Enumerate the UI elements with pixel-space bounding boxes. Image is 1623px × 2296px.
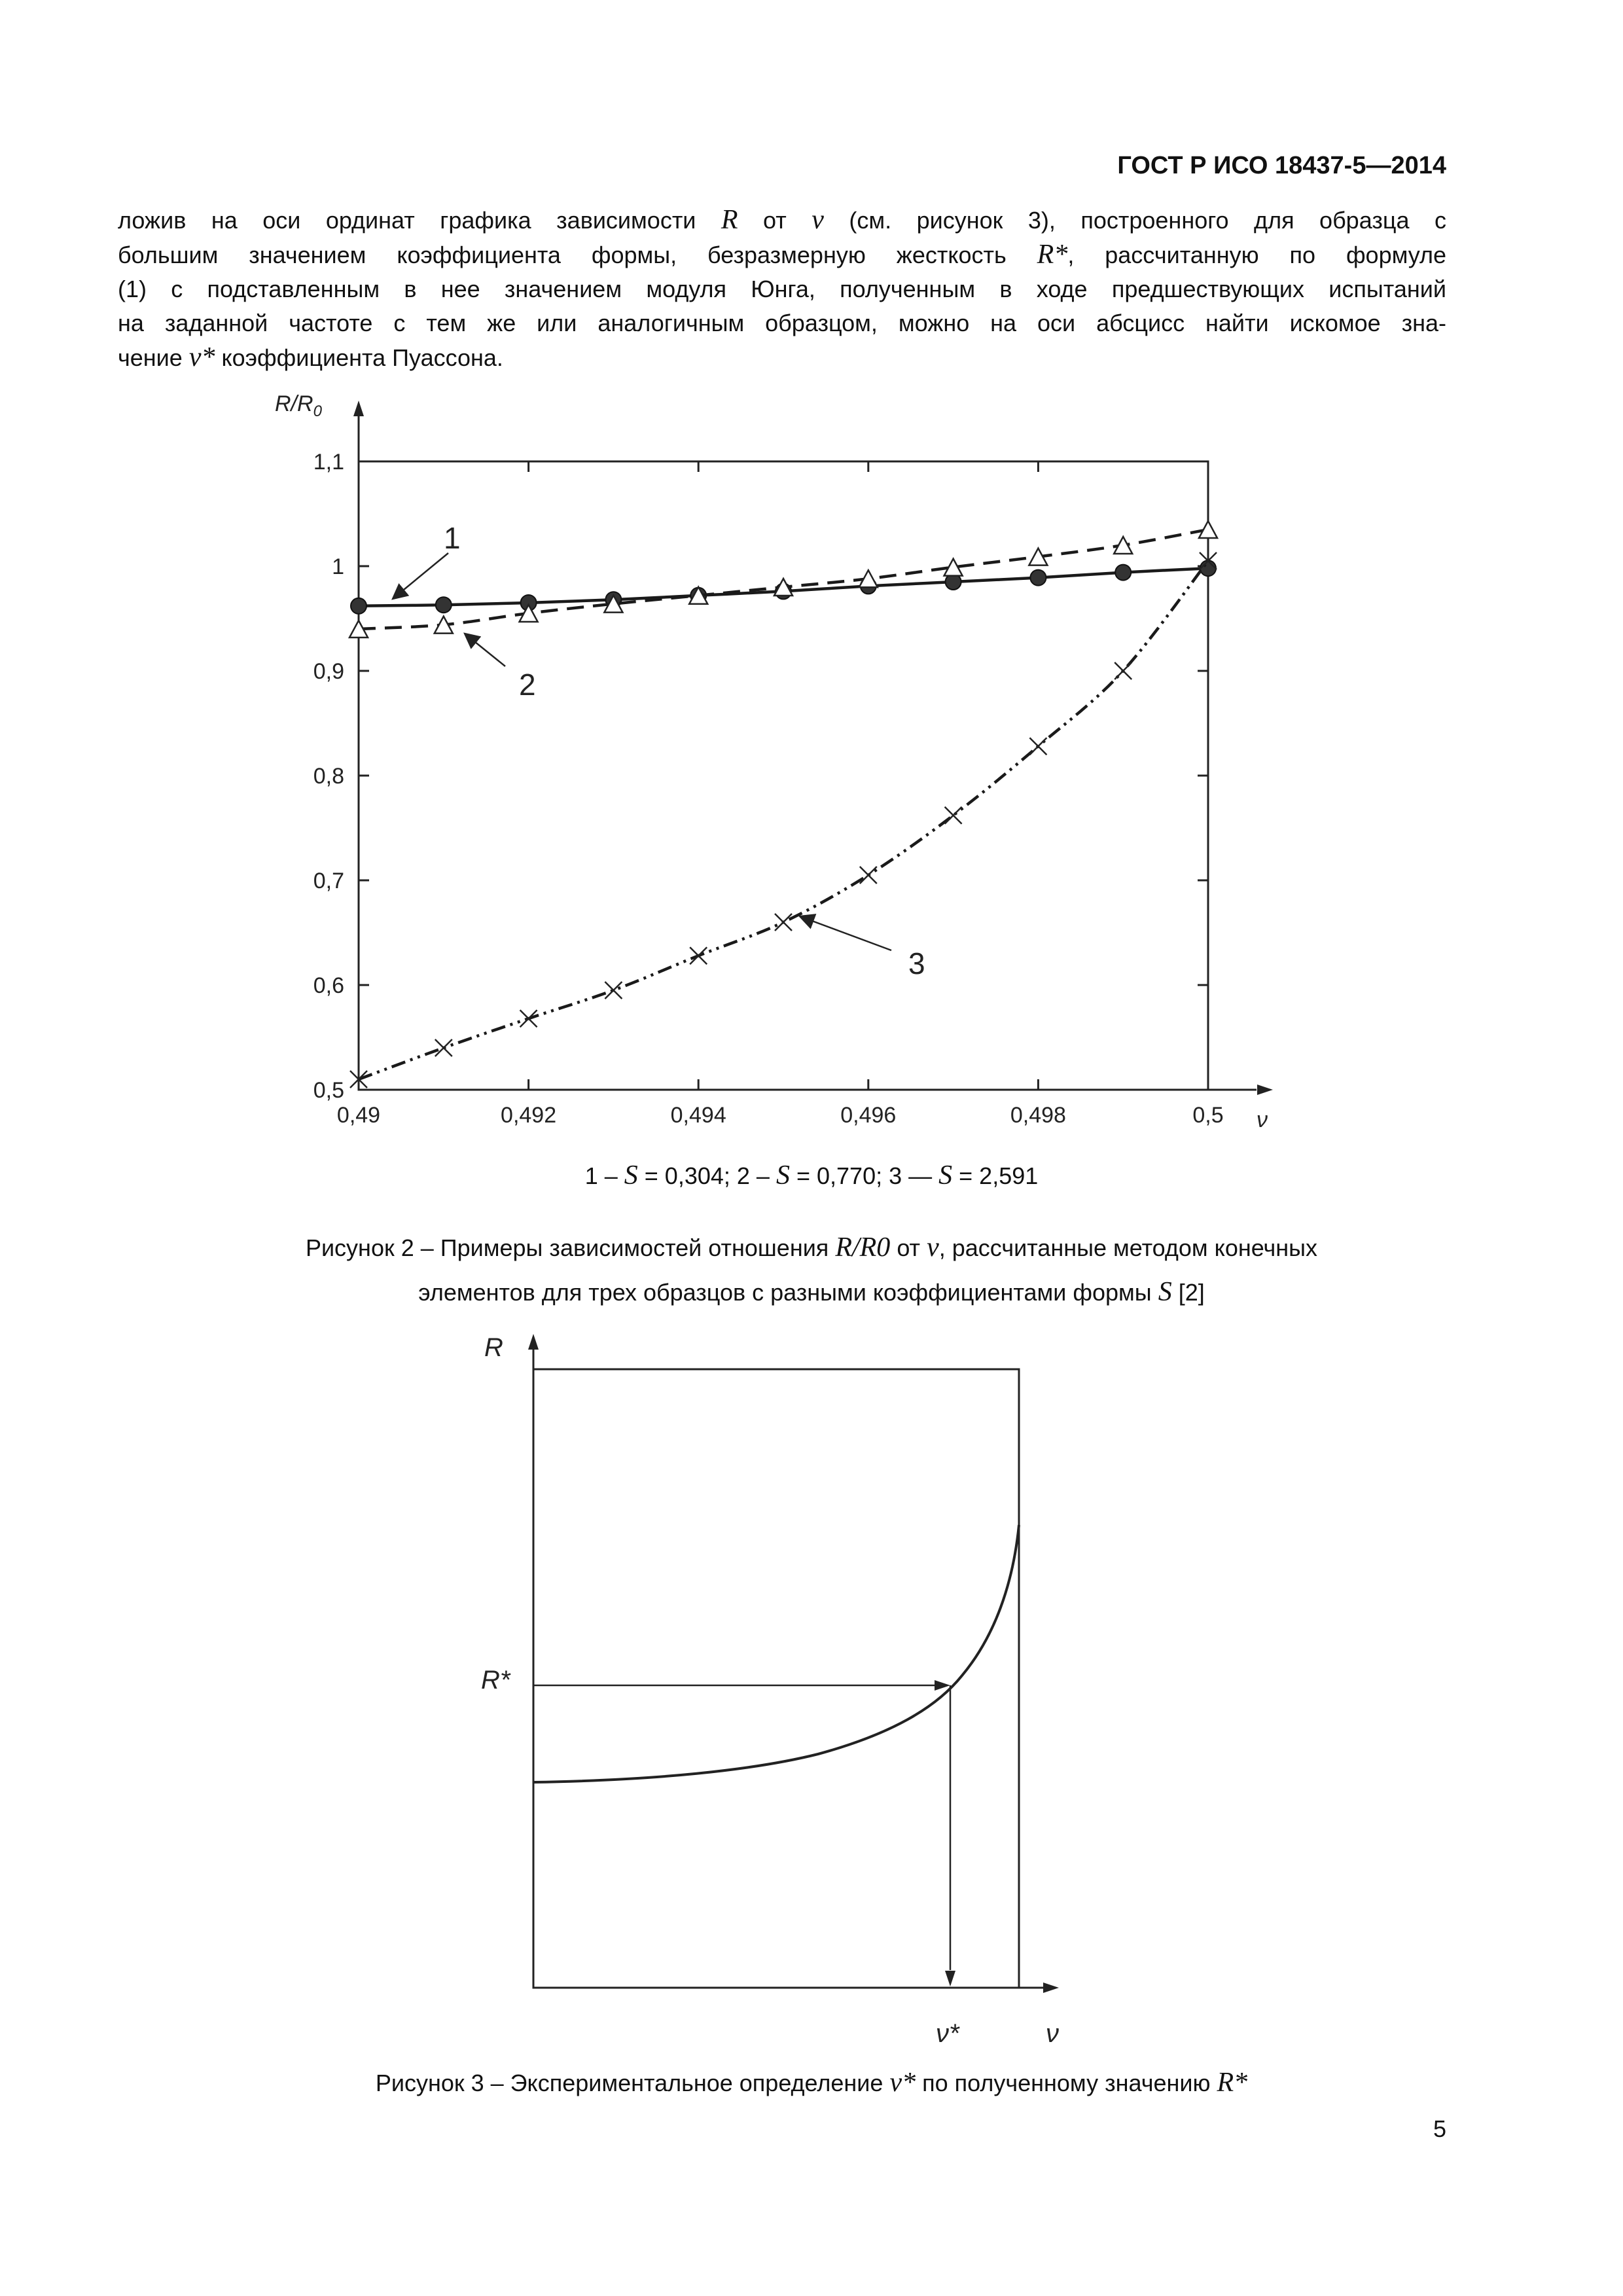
- paragraph-line-1: ложив на оси ординат графика зависимости R от ν (см. рисунок 3), построенного для образца с: [118, 205, 1446, 235]
- y-tick-label: 1,1: [313, 450, 344, 475]
- x-tick-label: 0,49: [336, 1103, 381, 1128]
- x-axis-arrowhead: [1257, 1085, 1273, 1095]
- series-3-point: [860, 867, 877, 884]
- x-tick-label: 0,492: [501, 1103, 557, 1128]
- y-tick-label: 0,5: [313, 1078, 344, 1103]
- figure3-y-label: R: [484, 1333, 503, 1362]
- figure3-y-arrowhead: [528, 1334, 539, 1350]
- y-tick-label: 0,7: [313, 869, 344, 893]
- y-tick-label: 0,6: [313, 973, 344, 998]
- x-tick-label: 0,494: [670, 1103, 726, 1128]
- x-tick-label: 0,5: [1192, 1103, 1224, 1128]
- series-1-point: [1115, 565, 1131, 581]
- series-layer: [349, 521, 1217, 1088]
- series-3-point: [775, 914, 792, 931]
- x-tick-label: 0,496: [840, 1103, 897, 1128]
- series-3-point: [1029, 738, 1046, 755]
- page-number: 5: [1433, 2115, 1446, 2142]
- series-1-point: [1030, 570, 1046, 586]
- x-tick-group: [337, 461, 1224, 1128]
- figure2-legend: 1 – S = 0,304; 2 – S = 0,770; 3 — S = 2,591: [584, 1160, 1039, 1191]
- figure3-nustar-arrowhead: [945, 1971, 955, 1986]
- series-1-point: [436, 597, 452, 613]
- paragraph-line-3: (1) с подставленным в нее значением модуля Юнга, полученным в ходе предшествующих испытаний: [118, 276, 1446, 302]
- y-tick-label: 0,8: [313, 764, 344, 789]
- series-3-point: [690, 947, 707, 964]
- figure3-frame: [533, 1369, 1019, 1988]
- annotation-3-leader: [800, 916, 891, 950]
- y-tick-label: 0,9: [313, 659, 344, 684]
- series-1-point: [351, 598, 366, 614]
- plot-frame: [359, 461, 1208, 1090]
- figure3-caption: Рисунок 3 – Экспериментальное определение ν* по полученному значению R*: [375, 2068, 1248, 2098]
- annotation-2-leader: [465, 634, 505, 666]
- annotation-1-leader: [393, 553, 448, 599]
- paragraph-line-4: на заданной частоте с тем же или аналогичным образцом, можно на оси абсцисс найти искомое зна-: [118, 310, 1446, 336]
- figure3-rstar-label: R*: [481, 1666, 510, 1695]
- series-3-point: [435, 1039, 452, 1056]
- series-3-line: [359, 561, 1208, 1079]
- series-3-point: [605, 982, 622, 999]
- paragraph-line-5: чение ν* коэффициента Пуассона.: [118, 342, 503, 372]
- series-3-point: [945, 807, 962, 824]
- figure2-caption-line2: элементов для трех образцов с разными коэффициентами формы S [2]: [418, 1277, 1205, 1307]
- annotation-1-label: 1: [444, 521, 461, 555]
- figure3-curve: [533, 1525, 1019, 1782]
- figure3-chart: [0, 1316, 1623, 2068]
- figure3-x-label: ν: [1046, 2019, 1059, 2048]
- figure3-nustar-label: ν*: [936, 2019, 959, 2048]
- series-1-point: [1200, 560, 1216, 576]
- y-axis-label: $R/R_0$: [275, 391, 322, 420]
- x-tick-label: 0,498: [1010, 1103, 1066, 1128]
- series-3-point: [1115, 662, 1132, 679]
- annotation-3-label: 3: [908, 946, 925, 980]
- figure3-x-arrowhead: [1043, 1982, 1059, 1993]
- figure2-caption-line1: Рисунок 2 – Примеры зависимостей отношения R/R0 от ν, рассчитанные методом конечных: [305, 1232, 1318, 1263]
- document-header: ГОСТ Р ИСО 18437-5—2014: [1117, 152, 1446, 179]
- annotation-2-label: 2: [519, 668, 536, 702]
- paragraph-line-2: большим значением коэффициента формы, безразмерную жесткость R*, рассчитанную по формуле: [118, 240, 1446, 270]
- series-3-point: [520, 1010, 537, 1027]
- x-axis-label: ν: [1257, 1107, 1268, 1132]
- y-axis-arrowhead: [353, 401, 364, 416]
- y-tick-label: 1: [332, 554, 344, 579]
